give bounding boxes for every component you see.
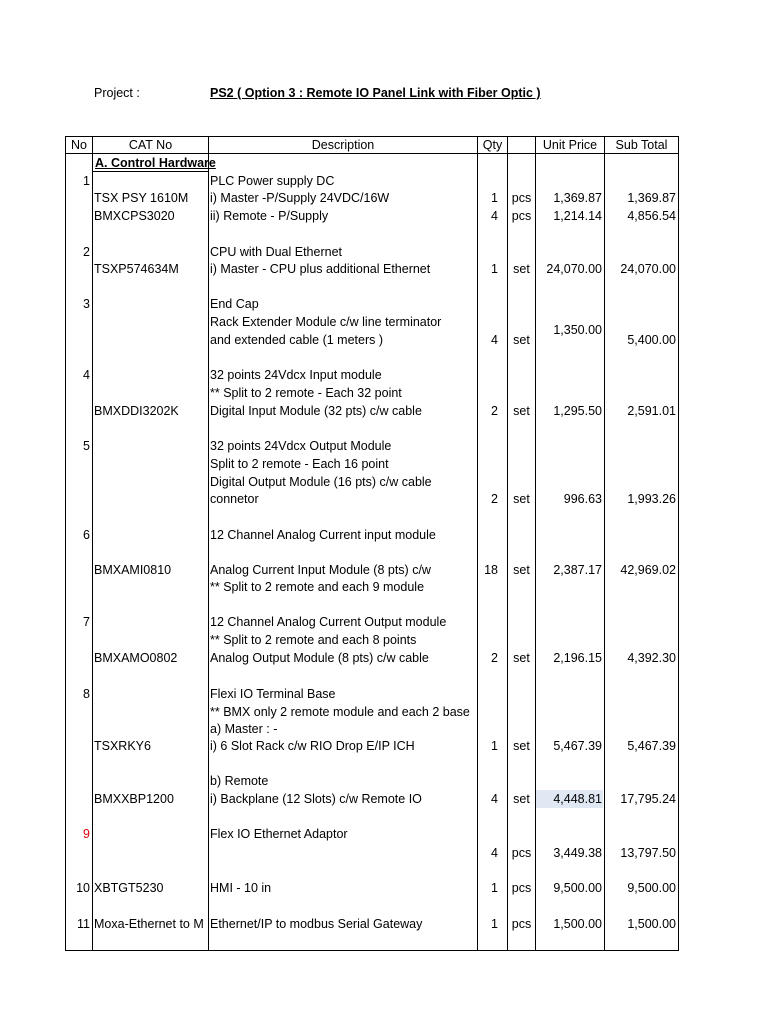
row-4-unit-price: 24,070.00 bbox=[546, 262, 602, 276]
row-6-unit-price: 1,350.00 bbox=[553, 323, 602, 337]
row-7-unit: set bbox=[513, 333, 530, 347]
row-18-desc: 12 Channel Analog Current Output module bbox=[210, 615, 447, 629]
row-1-unit-price: 1,369.87 bbox=[553, 191, 602, 205]
row-1-unit: pcs bbox=[511, 191, 532, 205]
row-1-cat: TSX PSY 1610M bbox=[94, 191, 189, 205]
row-7-sub-total: 5,400.00 bbox=[627, 333, 676, 347]
row-5-desc: End Cap bbox=[210, 297, 259, 311]
row-0-no: 1 bbox=[83, 174, 90, 188]
row-14-qty: 2 bbox=[491, 492, 498, 506]
row-29-unit-price: 9,500.00 bbox=[553, 881, 602, 895]
row-16-unit: set bbox=[513, 563, 530, 577]
row-30-unit: pcs bbox=[511, 917, 532, 931]
row-17-desc: ** Split to 2 remote and each 9 module bbox=[210, 580, 425, 594]
row-29-no: 10 bbox=[76, 881, 90, 895]
row-2-qty: 4 bbox=[491, 209, 498, 223]
row-20-desc: Analog Output Module (8 pts) c/w cable bbox=[210, 651, 429, 665]
row-6-desc: Rack Extender Module c/w line terminator bbox=[210, 315, 442, 329]
row-19-desc: ** Split to 2 remote and each 8 points bbox=[210, 633, 417, 647]
row-28-sub-total: 13,797.50 bbox=[620, 846, 676, 860]
row-26-sub-total: 17,795.24 bbox=[620, 792, 676, 806]
row-28-unit-price: 3,449.38 bbox=[553, 846, 602, 860]
row-14-unit-price: 996.63 bbox=[563, 492, 602, 506]
row-9-desc: ** Split to 2 remote - Each 32 point bbox=[210, 386, 402, 400]
row-16-sub-total: 42,969.02 bbox=[620, 563, 676, 577]
col-header-sub-total: Sub Total bbox=[615, 138, 668, 152]
row-4-sub-total: 24,070.00 bbox=[620, 262, 676, 276]
row-11-desc: 32 points 24Vdcx Output Module bbox=[210, 439, 392, 453]
row-29-sub-total: 9,500.00 bbox=[627, 881, 676, 895]
row-10-unit: set bbox=[513, 404, 530, 418]
row-26-unit: set bbox=[513, 792, 530, 806]
row-13-desc: Digital Output Module (16 pts) c/w cable bbox=[210, 475, 432, 489]
row-30-qty: 1 bbox=[491, 917, 498, 931]
row-10-sub-total: 2,591.01 bbox=[627, 404, 676, 418]
row-30-sub-total: 1,500.00 bbox=[627, 917, 676, 931]
row-28-unit: pcs bbox=[511, 846, 532, 860]
col-header-description: Description bbox=[311, 138, 375, 152]
row-30-cat: Moxa-Ethernet to M bbox=[94, 917, 204, 931]
row-4-unit: set bbox=[513, 262, 530, 276]
row-14-unit: set bbox=[513, 492, 530, 506]
row-20-unit-price: 2,196.15 bbox=[553, 651, 602, 665]
row-20-unit: set bbox=[513, 651, 530, 665]
row-28-qty: 4 bbox=[491, 846, 498, 860]
row-2-cat: BMXCPS3020 bbox=[94, 209, 175, 223]
row-4-qty: 1 bbox=[491, 262, 498, 276]
row-14-desc: connetor bbox=[210, 492, 259, 506]
row-2-unit: pcs bbox=[511, 209, 532, 223]
col-header-cat-no: CAT No bbox=[128, 138, 173, 152]
row-2-sub-total: 4,856.54 bbox=[627, 209, 676, 223]
row-2-desc: ii) Remote - P/Supply bbox=[210, 209, 329, 223]
row-16-cat: BMXAMI0810 bbox=[94, 563, 172, 577]
project-label: Project : bbox=[94, 86, 140, 100]
row-14-sub-total: 1,993.26 bbox=[627, 492, 676, 506]
row-22-desc: ** BMX only 2 remote module and each 2 base bbox=[210, 705, 470, 719]
row-7-qty: 4 bbox=[491, 333, 498, 347]
row-7-desc: and extended cable (1 meters ) bbox=[210, 333, 384, 347]
row-26-desc: i) Backplane (12 Slots) c/w Remote IO bbox=[210, 792, 422, 806]
row-29-cat: XBTGT5230 bbox=[94, 881, 164, 895]
row-29-unit: pcs bbox=[511, 881, 532, 895]
row-24-cat: TSXRKY6 bbox=[94, 739, 151, 753]
row-16-desc: Analog Current Input Module (8 pts) c/w bbox=[210, 563, 431, 577]
row-21-no: 8 bbox=[83, 687, 90, 701]
row-1-qty: 1 bbox=[491, 191, 498, 205]
section-heading: A. Control Hardware bbox=[95, 156, 216, 170]
row-16-unit-price: 2,387.17 bbox=[553, 563, 602, 577]
project-name: PS2 ( Option 3 : Remote IO Panel Link with Fiber Optic ) bbox=[210, 86, 541, 100]
row-15-no: 6 bbox=[83, 528, 90, 542]
row-8-desc: 32 points 24Vdcx Input module bbox=[210, 368, 382, 382]
row-5-no: 3 bbox=[83, 297, 90, 311]
row-10-qty: 2 bbox=[491, 404, 498, 418]
row-27-no: 9 bbox=[83, 827, 90, 841]
row-29-qty: 1 bbox=[491, 881, 498, 895]
row-24-qty: 1 bbox=[491, 739, 498, 753]
row-11-no: 5 bbox=[83, 439, 90, 453]
col-header-qty: Qty bbox=[482, 138, 503, 152]
row-26-qty: 4 bbox=[491, 792, 498, 806]
row-24-unit-price: 5,467.39 bbox=[553, 739, 602, 753]
row-0-desc: PLC Power supply DC bbox=[210, 174, 335, 188]
row-1-sub-total: 1,369.87 bbox=[627, 191, 676, 205]
row-10-desc: Digital Input Module (32 pts) c/w cable bbox=[210, 404, 422, 418]
row-30-no: 11 bbox=[77, 917, 90, 931]
row-20-sub-total: 4,392.30 bbox=[627, 651, 676, 665]
row-30-unit-price: 1,500.00 bbox=[553, 917, 602, 931]
row-15-desc: 12 Channel Analog Current input module bbox=[210, 528, 436, 542]
row-30-desc: Ethernet/IP to modbus Serial Gateway bbox=[210, 917, 423, 931]
row-24-sub-total: 5,467.39 bbox=[627, 739, 676, 753]
row-20-qty: 2 bbox=[491, 651, 498, 665]
row-8-no: 4 bbox=[83, 368, 90, 382]
col-header-no: No bbox=[71, 138, 87, 152]
row-29-desc: HMI - 10 in bbox=[210, 881, 272, 895]
row-3-no: 2 bbox=[83, 245, 90, 259]
row-20-cat: BMXAMO0802 bbox=[94, 651, 178, 665]
row-10-unit-price: 1,295.50 bbox=[553, 404, 602, 418]
row-4-cat: TSXP574634M bbox=[94, 262, 179, 276]
row-2-unit-price: 1,214.14 bbox=[553, 209, 602, 223]
col-header-unit-price: Unit Price bbox=[542, 138, 598, 152]
row-27-desc: Flex IO Ethernet Adaptor bbox=[210, 827, 348, 841]
row-4-desc: i) Master - CPU plus additional Ethernet bbox=[210, 262, 431, 276]
row-25-desc: b) Remote bbox=[210, 774, 269, 788]
row-12-desc: Split to 2 remote - Each 16 point bbox=[210, 457, 389, 471]
row-23-desc: a) Master : - bbox=[210, 722, 278, 736]
row-24-desc: i) 6 Slot Rack c/w RIO Drop E/IP ICH bbox=[210, 739, 415, 753]
row-1-desc: i) Master -P/Supply 24VDC/16W bbox=[210, 191, 390, 205]
row-26-unit-price: 4,448.81 bbox=[553, 792, 602, 806]
row-21-desc: Flexi IO Terminal Base bbox=[210, 687, 336, 701]
row-3-desc: CPU with Dual Ethernet bbox=[210, 245, 343, 259]
row-18-no: 7 bbox=[83, 615, 90, 629]
row-16-qty: 18 bbox=[484, 563, 498, 577]
row-26-cat: BMXXBP1200 bbox=[94, 792, 174, 806]
row-24-unit: set bbox=[513, 739, 530, 753]
row-10-cat: BMXDDI3202K bbox=[94, 404, 179, 418]
